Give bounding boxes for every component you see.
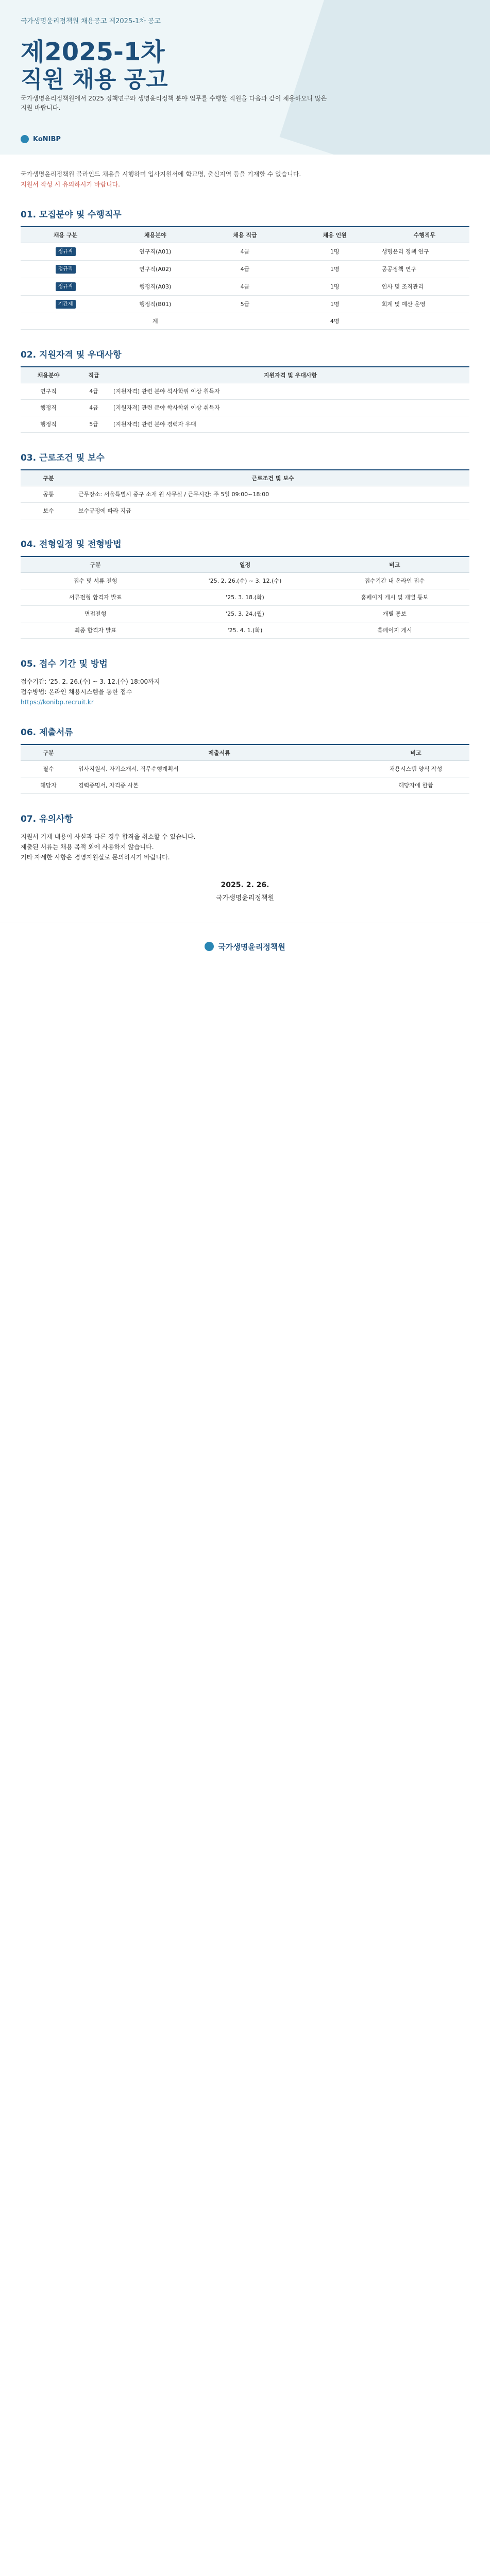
cell-detail: 근무장소: 서울특별시 중구 소재 원 사무실 / 근무시간: 주 5일 09:00~18:00 — [76, 486, 469, 503]
cell-count: 1명 — [290, 261, 380, 278]
footer-date: 2025. 2. 26. — [221, 881, 269, 889]
apply-link[interactable]: https://konibp.recruit.kr — [21, 699, 94, 706]
table-row — [21, 761, 469, 777]
cell-count: 1명 — [290, 278, 380, 296]
cell-cat: 보수 — [21, 503, 76, 519]
cell-stage: 서류전형 합격자 발표 — [21, 589, 170, 606]
cell-stage: 최종 합격자 발표 — [21, 622, 170, 639]
table-row — [21, 503, 469, 519]
total-label: 계 — [21, 313, 290, 330]
section-2-title: 02. 지원자격 및 우대사항 — [21, 350, 122, 360]
cell-field: 행정직(A03) — [110, 278, 200, 296]
cell-note: 채용시스템 양식 작성 — [362, 761, 469, 777]
cautions-list — [21, 832, 469, 862]
cell-field: 연구직 — [21, 383, 76, 400]
cell-grade: 4급 — [200, 243, 290, 261]
footer-brand — [0, 923, 490, 970]
cell-detail: [지원자격] 관련 분야 학사학위 이상 취득자 — [111, 400, 469, 416]
hero-label: 국가생명윤리정책원 채용공고 제2025-1차 공고 — [21, 18, 161, 25]
t1-h2: 채용 직급 — [200, 227, 290, 243]
t6-h1: 제출서류 — [76, 744, 362, 761]
cell-note: 해당자에 한함 — [362, 777, 469, 794]
total-row — [21, 313, 469, 330]
table-row — [21, 278, 469, 296]
t4-h0: 구분 — [21, 556, 170, 573]
cell-stage: 접수 및 서류 전형 — [21, 573, 170, 589]
t1-h3: 채용 인원 — [290, 227, 380, 243]
cell-grade: 4급 — [200, 261, 290, 278]
section-7-title: 07. 유의사항 — [21, 814, 73, 824]
cell-note: 홈페이지 게시 — [320, 622, 469, 639]
table-row — [21, 400, 469, 416]
cell-stage: 면접전형 — [21, 606, 170, 622]
table-row — [21, 416, 469, 433]
notice-line-2: 지원서 작성 시 유의하시기 바랍니다. — [21, 181, 120, 188]
cell-date: '25. 3. 18.(화) — [170, 589, 319, 606]
cell-date: '25. 3. 24.(월) — [170, 606, 319, 622]
t2-h1: 직급 — [76, 367, 111, 383]
cell-duty: 회계 및 예산 운영 — [380, 296, 469, 313]
notice — [21, 169, 469, 190]
table-row — [21, 243, 469, 261]
apply-method: 접수방법: 온라인 채용시스템을 통한 접수 — [21, 688, 132, 696]
cell-note: 개별 통보 — [320, 606, 469, 622]
t2-h0: 채용분야 — [21, 367, 76, 383]
apply-info — [21, 676, 469, 707]
cell-grade: 5급 — [200, 296, 290, 313]
cell-grade: 4급 — [76, 400, 111, 416]
caution-item: 기타 자세한 사항은 경영지원실로 문의하시기 바랍니다. — [21, 854, 170, 861]
schedule-table — [21, 556, 469, 639]
logo-text: KoNIBP — [33, 135, 61, 143]
cell-docs: 경력증명서, 자격증 사본 — [76, 777, 362, 794]
t3-h1: 근로조건 및 보수 — [76, 470, 469, 486]
notice-line-1: 국가생명윤리정책원 블라인드 채용을 시행하며 입사지원서에 학교명, 출신지역 등을 기재할 수 없습니다. — [21, 171, 301, 178]
cell-field: 행정직 — [21, 416, 76, 433]
t3-h0: 구분 — [21, 470, 76, 486]
t1-h1: 채용분야 — [110, 227, 200, 243]
table-row — [21, 296, 469, 313]
caution-item: 지원서 기재 내용이 사실과 다른 경우 합격을 취소할 수 있습니다. — [21, 833, 196, 840]
cell-duty: 공공정책 연구 — [380, 261, 469, 278]
cell-duty: 인사 및 조직관리 — [380, 278, 469, 296]
cell-grade: 4급 — [76, 383, 111, 400]
table-row — [21, 777, 469, 794]
section-3-title: 03. 근로조건 및 보수 — [21, 453, 105, 463]
qualification-table — [21, 366, 469, 433]
cell-duty: 생명윤리 정책 연구 — [380, 243, 469, 261]
footer-org: 국가생명윤리정책원 — [215, 894, 275, 902]
cell-detail: [지원자격] 관련 분야 석사학위 이상 취득자 — [111, 383, 469, 400]
recruit-table — [21, 226, 469, 330]
t4-h2: 비고 — [320, 556, 469, 573]
cell-field: 연구직(A01) — [110, 243, 200, 261]
cell-cat: 정규직 — [56, 265, 76, 274]
cell-detail: [지원자격] 관련 분야 경력자 우대 — [111, 416, 469, 433]
t6-h2: 비고 — [362, 744, 469, 761]
cell-cat: 정규직 — [56, 247, 76, 256]
section-6-title: 06. 제출서류 — [21, 727, 73, 738]
table-row — [21, 606, 469, 622]
table-row — [21, 261, 469, 278]
cell-note: 홈페이지 게시 및 개별 통보 — [320, 589, 469, 606]
cell-cat: 필수 — [21, 761, 76, 777]
cell-count: 1명 — [290, 243, 380, 261]
cell-field: 연구직(A02) — [110, 261, 200, 278]
documents-table — [21, 744, 469, 794]
section-5-title: 05. 접수 기간 및 방법 — [21, 659, 108, 669]
cell-cat: 해당자 — [21, 777, 76, 794]
caution-item: 제출된 서류는 채용 목적 외에 사용하지 않습니다. — [21, 843, 154, 851]
section-1-title: 01. 모집분야 및 수행직무 — [21, 210, 122, 220]
logo-icon — [21, 135, 29, 143]
table-row — [21, 486, 469, 503]
page — [0, 0, 490, 970]
t4-h1: 일정 — [170, 556, 319, 573]
cell-cat: 기간제 — [56, 300, 76, 309]
table-row — [21, 589, 469, 606]
brand-logo-icon — [205, 942, 214, 951]
t2-h2: 지원자격 및 우대사항 — [111, 367, 469, 383]
brand-name: 국가생명윤리정책원 — [218, 942, 285, 952]
hero-logo — [21, 135, 61, 143]
hero-title: 직원 채용 공고 — [21, 66, 168, 93]
cell-docs: 입사지원서, 자기소개서, 직무수행계획서 — [76, 761, 362, 777]
cell-cat: 정규직 — [56, 282, 76, 291]
cell-grade: 5급 — [76, 416, 111, 433]
section-4-title: 04. 전형일정 및 전형방법 — [21, 539, 122, 550]
cell-date: '25. 4. 1.(화) — [170, 622, 319, 639]
cell-grade: 4급 — [200, 278, 290, 296]
table-row — [21, 622, 469, 639]
t1-h4: 수행직무 — [380, 227, 469, 243]
hero-banner — [0, 0, 490, 155]
cell-count: 1명 — [290, 296, 380, 313]
table-row — [21, 573, 469, 589]
t6-h0: 구분 — [21, 744, 76, 761]
cell-field: 행정직(B01) — [110, 296, 200, 313]
total-value: 4명 — [290, 313, 380, 330]
cell-note: 접수기간 내 온라인 접수 — [320, 573, 469, 589]
cell-detail: 보수규정에 따라 지급 — [76, 503, 469, 519]
cell-cat: 공통 — [21, 486, 76, 503]
cell-date: '25. 2. 26.(수) ~ 3. 12.(수) — [170, 573, 319, 589]
conditions-table — [21, 469, 469, 519]
hero-year: 제2025-1차 — [21, 38, 165, 66]
cell-field: 행정직 — [21, 400, 76, 416]
hero-intro: 국가생명윤리정책원에서 2025 정책연구와 생명윤리정책 분야 업무를 수행할 직원을 다음과 같이 채용하오니 많은 지원 바랍니다. — [21, 95, 327, 111]
t1-h0: 채용 구분 — [21, 227, 110, 243]
hero-decoration — [280, 0, 490, 155]
apply-period: 접수기간: '25. 2. 26.(수) ~ 3. 12.(수) 18:00까지 — [21, 678, 160, 685]
table-row — [21, 383, 469, 400]
